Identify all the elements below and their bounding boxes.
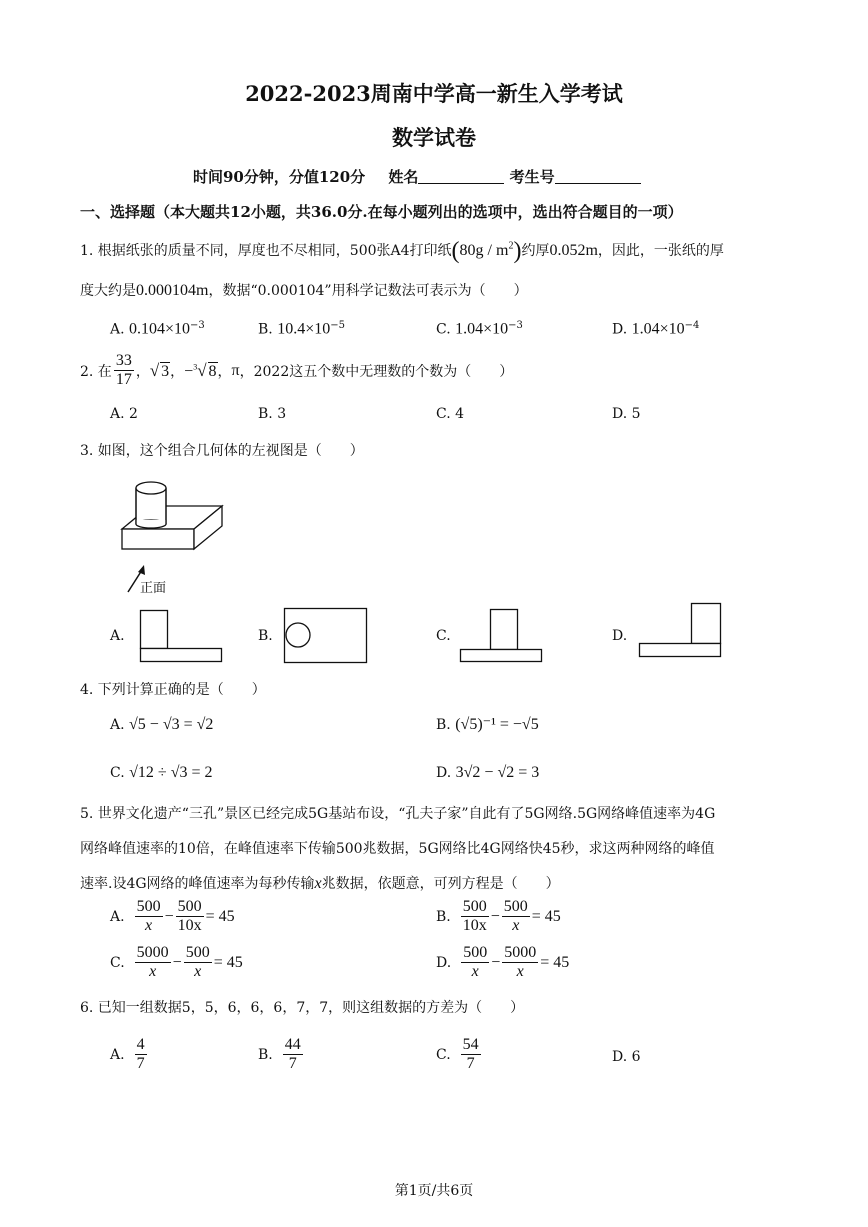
exam-subtitle: 数学试卷	[392, 125, 476, 150]
q6-option-c[interactable]: C. $\frac{54}{7}$	[436, 1036, 479, 1073]
id-label: 考生号	[509, 168, 555, 186]
q5-option-a[interactable]: A. $\frac{500}{x}$ − $\frac{500}{10x}$ = 45	[110, 898, 235, 935]
q1-option-c[interactable]: C. $1.04\times 10^{-3}$	[436, 320, 523, 338]
q1-thickness: 0.052m	[549, 242, 598, 259]
q3-option-b-label[interactable]: B.	[258, 628, 273, 644]
q1-paper-spec: $(80g / m^2)$	[451, 238, 522, 264]
q2-option-d[interactable]: D. 5	[612, 406, 641, 422]
q1-text-c: ，因此，一张纸的厚	[597, 243, 724, 259]
q4-option-c[interactable]: C. √12 ÷ √3 = 2	[110, 764, 213, 781]
q1-value: 0.000104m	[136, 282, 209, 299]
front-label: 正面	[140, 581, 167, 596]
q3-option-d-figure[interactable]	[639, 603, 723, 659]
q4-stem: 4. 下列计算正确的是（ ）	[80, 682, 266, 698]
q3-option-c-figure[interactable]	[460, 609, 544, 663]
q5-line1: 5. 世界文化遗产“三孔”景区已经完成5G基站布设，“孔夫子家”自此有了5G网络.5G网络峰值速率为4G	[80, 806, 716, 822]
q3-option-b-figure[interactable]	[284, 608, 368, 664]
q4-option-a[interactable]: A. √5 − √3 = √2	[110, 716, 214, 733]
q1-option-b[interactable]: B. $10.4\times 10^{-5}$	[258, 320, 345, 338]
q1-option-d[interactable]: D. $1.04\times 10^{-4}$	[612, 320, 700, 338]
exam-info	[193, 166, 641, 187]
cylinder-top	[136, 482, 166, 494]
q3-stem: 3. 如图，这个组合几何体的左视图是（ ）	[80, 443, 364, 459]
q5-option-b[interactable]: B. $\frac{500}{10x}$ − $\frac{500}{x}$ = 45	[436, 898, 561, 935]
q6-option-d[interactable]: D. 6	[612, 1049, 641, 1065]
q1-line1	[80, 238, 724, 265]
q6-option-a[interactable]: A. $\frac{4}{7}$	[110, 1036, 145, 1073]
q2-option-b[interactable]: B. 3	[258, 406, 287, 422]
q2-fraction: $\frac{33}{17}$	[115, 352, 132, 389]
slab-front	[122, 529, 194, 549]
q5-line3: 速率.设4G网络的峰值速率为每秒传输x兆数据，依题意，可列方程是（ ）	[80, 875, 560, 892]
q1-text-d: 度大约是	[80, 283, 136, 299]
q1-text-a: 1. 根据纸张的质量不同，厚度也不尽相同，500张A4打印纸	[80, 243, 452, 259]
name-label: 姓名	[388, 168, 419, 186]
q2-neg-cbrt8: −$^3$√ 8	[184, 360, 217, 380]
page-footer: 第1页/共6页	[394, 1183, 474, 1199]
q1-line2	[80, 280, 528, 300]
q6-stem: 6. 已知一组数据5，5，6，6，6，7，7，则这组数据的方差为（ ）	[80, 1000, 525, 1016]
q6-option-b[interactable]: B. $\frac{44}{7}$	[258, 1036, 301, 1073]
q3-option-c-label[interactable]: C.	[436, 628, 451, 644]
q2-pi: π	[231, 361, 240, 379]
exam-title: 2022-2023周南中学高一新生入学考试	[245, 81, 623, 106]
q3-option-d-label[interactable]: D.	[612, 628, 628, 644]
q2-sqrt3: √ 3	[149, 360, 170, 380]
q3-solid-figure	[110, 476, 250, 596]
q2-stem: 2. 在 $\frac{33}{17}$ ， √ 3 ， −$^3$√ 8 ， π ，2022这五个数中无理数的个数为（ ）	[80, 352, 514, 389]
q4-option-b[interactable]: B. (√5)⁻¹ = −√5	[436, 716, 539, 733]
q5-line2: 网络峰值速率的10倍，在峰值速率下传输500兆数据，5G网络比4G网络快45秒，求这两种网络的峰值	[80, 841, 715, 857]
q2-option-c[interactable]: C. 4	[436, 406, 465, 422]
q5-option-d[interactable]: D. $\frac{500}{x}$ − $\frac{5000}{x}$ = 45	[436, 944, 570, 981]
q1-text-b: 约厚	[521, 243, 550, 259]
id-blank[interactable]	[555, 169, 641, 184]
name-blank[interactable]	[418, 169, 504, 184]
q1-option-a[interactable]: A. $0.104\times 10^{-3}$	[110, 320, 205, 338]
q4-option-d[interactable]: D. 3√2 − √2 = 3	[436, 764, 540, 781]
q2-option-a[interactable]: A. 2	[110, 406, 138, 422]
section-heading: 一、选择题（本大题共12小题，共36.0分.在每小题列出的选项中，选出符合题目的一项）	[80, 203, 683, 221]
q5-option-c[interactable]: C. $\frac{5000}{x}$ − $\frac{500}{x}$ = 45	[110, 944, 243, 981]
q3-option-a-figure[interactable]	[140, 610, 224, 664]
time-score-info: 时间90分钟，分值120分	[193, 168, 366, 186]
q3-option-a-label[interactable]: A.	[110, 628, 125, 644]
q1-text-e: ，数据“0.000104”用科学记数法可表示为（ ）	[208, 283, 528, 299]
